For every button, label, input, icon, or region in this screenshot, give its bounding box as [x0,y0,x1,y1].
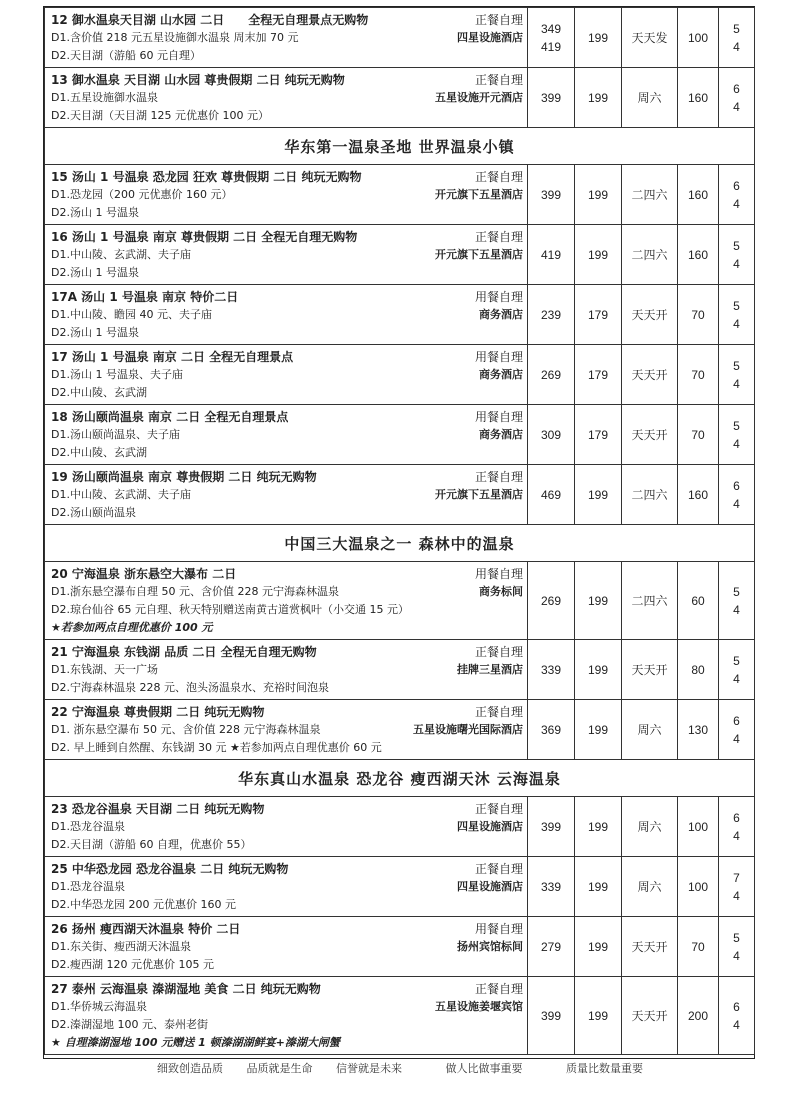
route-description [45,857,528,917]
seats-bottom: 4 [733,99,740,114]
route-title: 16 汤山 1 号温泉 南京 尊贵假期 二日 全程无自理无购物 [51,230,358,244]
day2-line [51,836,523,854]
day2-line [51,444,523,462]
adult-price: 399 [528,165,575,225]
route-description [45,640,528,700]
day2-line [51,204,523,222]
seats-bottom: 4 [733,731,740,746]
table-row [45,857,755,917]
table-row [45,8,755,68]
day1-itinerary: D1.东钱湖、天一广场 [51,663,158,676]
meal-note: 正餐自理 [474,862,523,876]
table-row [45,285,755,345]
route-description [45,8,528,68]
seats-top: 5 [733,21,740,36]
child-price: 179 [575,285,622,345]
day2-itinerary: D2.天目湖（天目湖 125 元优惠价 100 元） [51,109,269,122]
seats-info [719,977,755,1055]
seats-bottom: 4 [733,316,740,331]
day2-itinerary: D2.天目湖（游船 60 元自理） [51,49,201,62]
route-title: 15 汤山 1 号温泉 恐龙园 狂欢 尊贵假期 二日 纯玩无购物 [51,170,362,184]
day2-itinerary: D2.中山陵、玄武湖 [51,446,147,459]
day1-itinerary: D1.汤山颐尚温泉、夫子庙 [51,428,180,441]
day1-itinerary: D1.中山陵、玄武湖、夫子庙 [51,248,191,261]
departure-days: 二四六 [622,465,678,525]
day2-line [51,47,523,65]
child-price: 199 [575,562,622,640]
hotel-name: 四星设施酒店 [457,820,523,833]
day1-itinerary: D1.五星设施御水温泉 [51,91,158,104]
child-price: 199 [575,465,622,525]
seats-top: 6 [733,999,740,1014]
hotel-name: 开元旗下五星酒店 [435,188,523,201]
seats-bottom: 4 [733,671,740,686]
route-title-line [51,860,523,878]
deposit-amount: 200 [678,977,719,1055]
adult-price: 419 [528,225,575,285]
deposit-amount: 100 [678,857,719,917]
day1-itinerary: D1.汤山 1 号温泉、夫子庙 [51,368,183,381]
child-price: 199 [575,857,622,917]
deposit-amount: 70 [678,345,719,405]
seats-top: 5 [733,298,740,313]
departure-days: 天天发 [622,8,678,68]
day1-itinerary: D1.恐龙谷温泉 [51,880,125,893]
hotel-name: 五星设施开元酒店 [435,91,523,104]
route-description [45,165,528,225]
day1-line [51,721,523,739]
departure-days: 天天开 [622,285,678,345]
route-description [45,345,528,405]
route-description [45,68,528,128]
day1-itinerary: D1.恐龙谷温泉 [51,820,125,833]
day2-line [51,896,523,914]
seats-bottom: 4 [733,496,740,511]
table-row [45,640,755,700]
route-title-line [51,71,523,89]
day2-itinerary: D2.溱湖湿地 100 元、泰州老街 [51,1018,208,1031]
day1-itinerary: D1.东关街、瘦西湖天沐温泉 [51,940,191,953]
day1-itinerary: D1.华侨城云海温泉 [51,1000,147,1013]
day1-itinerary: D1.浙东悬空瀑布自理 50 元、含价值 228 元宁海森林温泉 [51,585,339,598]
child-price: 199 [575,8,622,68]
slogan: 质量比数量重要 [566,1062,643,1075]
meal-note: 用餐自理 [474,410,523,424]
deposit-amount: 160 [678,225,719,285]
adult-price: 269 [528,562,575,640]
seats-bottom: 4 [733,256,740,271]
table-row [45,700,755,760]
hotel-name: 商务酒店 [479,368,523,381]
day2-line [51,739,523,757]
deposit-amount: 70 [678,405,719,465]
route-title-line [51,168,523,186]
meal-note: 正餐自理 [474,73,523,87]
route-description [45,977,528,1055]
day2-itinerary: D2.汤山 1 号温泉 [51,206,139,219]
departure-days: 周六 [622,857,678,917]
slogan: 信誉就是未来 [336,1062,402,1075]
day1-line [51,998,523,1016]
day2-line [51,264,523,282]
day1-itinerary: D1. 浙东悬空瀑布 50 元、含价值 228 元宁海森林温泉 [51,723,321,736]
section-row [45,760,755,797]
day2-itinerary: D2.宁海森林温泉 228 元、泡头汤温泉水、充裕时间泡泉 [51,681,329,694]
route-title-line [51,565,523,583]
day2-itinerary: D2.天目湖（游船 60 自理，优惠价 55） [51,838,252,851]
child-price: 179 [575,405,622,465]
seats-top: 6 [733,178,740,193]
seats-info [719,700,755,760]
route-description [45,225,528,285]
route-title: 17A 汤山 1 号温泉 南京 特价二日 [51,290,239,304]
seats-top: 5 [733,418,740,433]
adult-price: 399 [528,797,575,857]
seats-info [719,165,755,225]
day2-line [51,384,523,402]
route-description [45,700,528,760]
route-title: 26 扬州 瘦西湖天沐温泉 特价 二日 [51,922,241,936]
day2-line [51,956,523,974]
route-title-line [51,468,523,486]
meal-note: 正餐自理 [474,170,523,184]
route-description [45,465,528,525]
hotel-name: 四星设施酒店 [457,880,523,893]
deposit-amount: 160 [678,465,719,525]
route-title-line [51,643,523,661]
seats-bottom: 4 [733,828,740,843]
seats-bottom: 4 [733,436,740,451]
seats-info [719,797,755,857]
route-title: 18 汤山颐尚温泉 南京 二日 全程无自理景点 [51,410,289,424]
seats-top: 5 [733,930,740,945]
route-title: 27 泰州 云海温泉 溱湖湿地 美食 二日 纯玩无购物 [51,982,321,996]
table-row [45,465,755,525]
day2-itinerary: D2.瘦西湖 120 元优惠价 105 元 [51,958,214,971]
child-price: 179 [575,345,622,405]
meal-note: 正餐自理 [474,470,523,484]
child-price: 199 [575,917,622,977]
departure-days: 天天开 [622,917,678,977]
day1-line [51,186,523,204]
route-title-line [51,800,523,818]
child-price: 199 [575,165,622,225]
table-row [45,225,755,285]
hotel-name: 商务标间 [479,585,523,598]
route-description [45,405,528,465]
day1-line [51,486,523,504]
route-title-line [51,348,523,366]
day1-line [51,583,523,601]
departure-days: 天天开 [622,345,678,405]
seats-info [719,8,755,68]
route-title: 17 汤山 1 号温泉 南京 二日 全程无自理景点 [51,350,294,364]
deposit-amount: 130 [678,700,719,760]
day2-itinerary: D2.汤山 1 号温泉 [51,266,139,279]
day1-line [51,29,523,47]
departure-days: 天天开 [622,640,678,700]
meal-note: 用餐自理 [474,567,523,581]
day2-itinerary: D2.汤山 1 号温泉 [51,326,139,339]
seats-bottom: 4 [733,376,740,391]
departure-days: 周六 [622,68,678,128]
route-title-line [51,11,523,29]
meal-note: 正餐自理 [474,982,523,996]
seats-top: 7 [733,870,740,885]
day1-itinerary: D1.恐龙园（200 元优惠价 160 元） [51,188,233,201]
day1-itinerary: D1.中山陵、玄武湖、夫子庙 [51,488,191,501]
meal-note: 正餐自理 [474,230,523,244]
slogan: 细致创造品质 [157,1062,223,1075]
departure-days: 二四六 [622,562,678,640]
day1-line [51,818,523,836]
seats-bottom: 4 [733,1017,740,1032]
seats-info [719,225,755,285]
adult-price: 349 419 [528,8,575,68]
deposit-amount: 160 [678,68,719,128]
meal-note: 用餐自理 [474,290,523,304]
meal-note: 正餐自理 [474,13,523,27]
section-row [45,525,755,562]
seats-info [719,465,755,525]
promo-note: ★ 自理溱湖湿地 100 元赠送 1 顿溱湖湖鲜宴+溱湖大闸蟹 [51,1036,340,1049]
table-row [45,797,755,857]
seats-top: 5 [733,653,740,668]
section-heading: 华东第一温泉圣地 世界温泉小镇 [45,128,755,165]
meal-note: 正餐自理 [474,645,523,659]
hotel-name: 四星设施酒店 [457,31,523,44]
route-title-line [51,703,523,721]
route-title: 20 宁海温泉 浙东悬空大瀑布 二日 [51,567,237,581]
slogan: 品质就是生命 [246,1062,313,1075]
seats-info [719,640,755,700]
section-heading: 中国三大温泉之一 森林中的温泉 [45,525,755,562]
route-title-line [51,980,523,998]
route-title: 12 御水温泉天目湖 山水园 二日 [51,13,225,27]
deposit-amount: 100 [678,8,719,68]
deposit-amount: 80 [678,640,719,700]
deposit-amount: 70 [678,285,719,345]
seats-bottom: 4 [733,948,740,963]
adult-price: 339 [528,640,575,700]
adult-price: 239 [528,285,575,345]
seats-bottom: 4 [733,602,740,617]
seats-bottom: 4 [733,888,740,903]
adult-price: 279 [528,917,575,977]
table-row [45,917,755,977]
adult-price: 469 [528,465,575,525]
route-title: 21 宁海温泉 东钱湖 品质 二日 全程无自理无购物 [51,645,317,659]
departure-days: 周六 [622,700,678,760]
route-title: 23 恐龙谷温泉 天目湖 二日 纯玩无购物 [51,802,265,816]
day1-line [51,878,523,896]
adult-price: 369 [528,700,575,760]
adult-price: 309 [528,405,575,465]
departure-days: 二四六 [622,165,678,225]
day1-line [51,426,523,444]
day1-line [51,246,523,264]
day2-itinerary: D2.中华恐龙园 200 元优惠价 160 元 [51,898,236,911]
route-tag: 全程无自理景点无购物 [248,13,369,27]
day2-itinerary: D2.琼台仙谷 65 元自理、秋天特别赠送南黄古道赏枫叶（小交通 15 元） [51,603,409,616]
table-row [45,405,755,465]
deposit-amount: 60 [678,562,719,640]
day2-itinerary: D2.中山陵、玄武湖 [51,386,147,399]
route-table [44,7,755,1055]
table-row [45,165,755,225]
child-price: 199 [575,640,622,700]
table-row [45,977,755,1055]
seats-top: 5 [733,358,740,373]
hotel-name: 商务酒店 [479,428,523,441]
seats-top: 6 [733,810,740,825]
meal-note: 正餐自理 [474,705,523,719]
route-title-line [51,920,523,938]
slogan: 做人比做事重要 [445,1062,523,1075]
day1-itinerary: D1.中山陵、瞻园 40 元、夫子庙 [51,308,212,321]
seats-info [719,285,755,345]
hotel-name: 开元旗下五星酒店 [435,248,523,261]
child-price: 199 [575,68,622,128]
child-price: 199 [575,225,622,285]
day2-line [51,601,523,619]
seats-info [719,68,755,128]
seats-top: 6 [733,713,740,728]
meal-note: 正餐自理 [474,802,523,816]
meal-note: 用餐自理 [474,350,523,364]
seats-top: 6 [733,478,740,493]
route-title: 22 宁海温泉 尊贵假期 二日 纯玩无购物 [51,705,265,719]
route-title: 13 御水温泉 天目湖 山水园 尊贵假期 二日 纯玩无购物 [51,73,345,87]
route-title-line [51,408,523,426]
day2-line [51,107,523,125]
hotel-name: 扬州宾馆标间 [457,940,523,953]
adult-price: 399 [528,68,575,128]
day1-line [51,938,523,956]
hotel-name: 开元旗下五星酒店 [435,488,523,501]
route-title-line [51,228,523,246]
seats-top: 5 [733,584,740,599]
table-row [45,562,755,640]
route-title: 19 汤山颐尚温泉 南京 尊贵假期 二日 纯玩无购物 [51,470,317,484]
child-price: 199 [575,977,622,1055]
seats-bottom: 4 [733,196,740,211]
seats-bottom: 4 [733,39,740,54]
seats-info [719,345,755,405]
hotel-name: 五星设施曙光国际酒店 [413,723,523,736]
day2-line [51,324,523,342]
child-price: 199 [575,700,622,760]
day1-line [51,306,523,324]
route-description [45,797,528,857]
day1-line [51,89,523,107]
day1-itinerary: D1.含价值 218 元五星设施御水温泉 周末加 70 元 [51,31,299,44]
day2-line [51,504,523,522]
table-row [45,68,755,128]
route-title: 25 中华恐龙园 恐龙谷温泉 二日 纯玩无购物 [51,862,289,876]
table-row [45,345,755,405]
footer-slogans [0,1060,800,1076]
deposit-amount: 160 [678,165,719,225]
hotel-name: 挂牌三星酒店 [457,663,523,676]
section-row [45,128,755,165]
seats-info [719,917,755,977]
route-table-frame [43,6,755,1059]
day1-line [51,366,523,384]
seats-top: 5 [733,238,740,253]
adult-price: 269 [528,345,575,405]
deposit-amount: 100 [678,797,719,857]
route-description [45,285,528,345]
adult-price: 399 [528,977,575,1055]
route-title-line [51,288,523,306]
promo-note: ★若参加两点自理优惠价 100 元 [51,621,213,634]
hotel-name: 商务酒店 [479,308,523,321]
day1-line [51,661,523,679]
adult-price: 339 [528,857,575,917]
departure-days: 周六 [622,797,678,857]
seats-top: 6 [733,81,740,96]
section-heading: 华东真山水温泉 恐龙谷 瘦西湖天沐 云海温泉 [45,760,755,797]
route-description [45,917,528,977]
day2-line [51,1016,523,1034]
hotel-name: 五星设施姜堰宾馆 [435,1000,523,1013]
seats-info [719,562,755,640]
departure-days: 二四六 [622,225,678,285]
day2-itinerary: D2.汤山颐尚温泉 [51,506,136,519]
departure-days: 天天开 [622,977,678,1055]
day2-itinerary: D2. 早上睡到自然醒、东钱湖 30 元 ★若参加两点自理优惠价 60 元 [51,741,382,754]
deposit-amount: 70 [678,917,719,977]
meal-note: 用餐自理 [474,922,523,936]
departure-days: 天天开 [622,405,678,465]
seats-info [719,857,755,917]
day2-line [51,679,523,697]
seats-info [719,405,755,465]
child-price: 199 [575,797,622,857]
route-description [45,562,528,640]
